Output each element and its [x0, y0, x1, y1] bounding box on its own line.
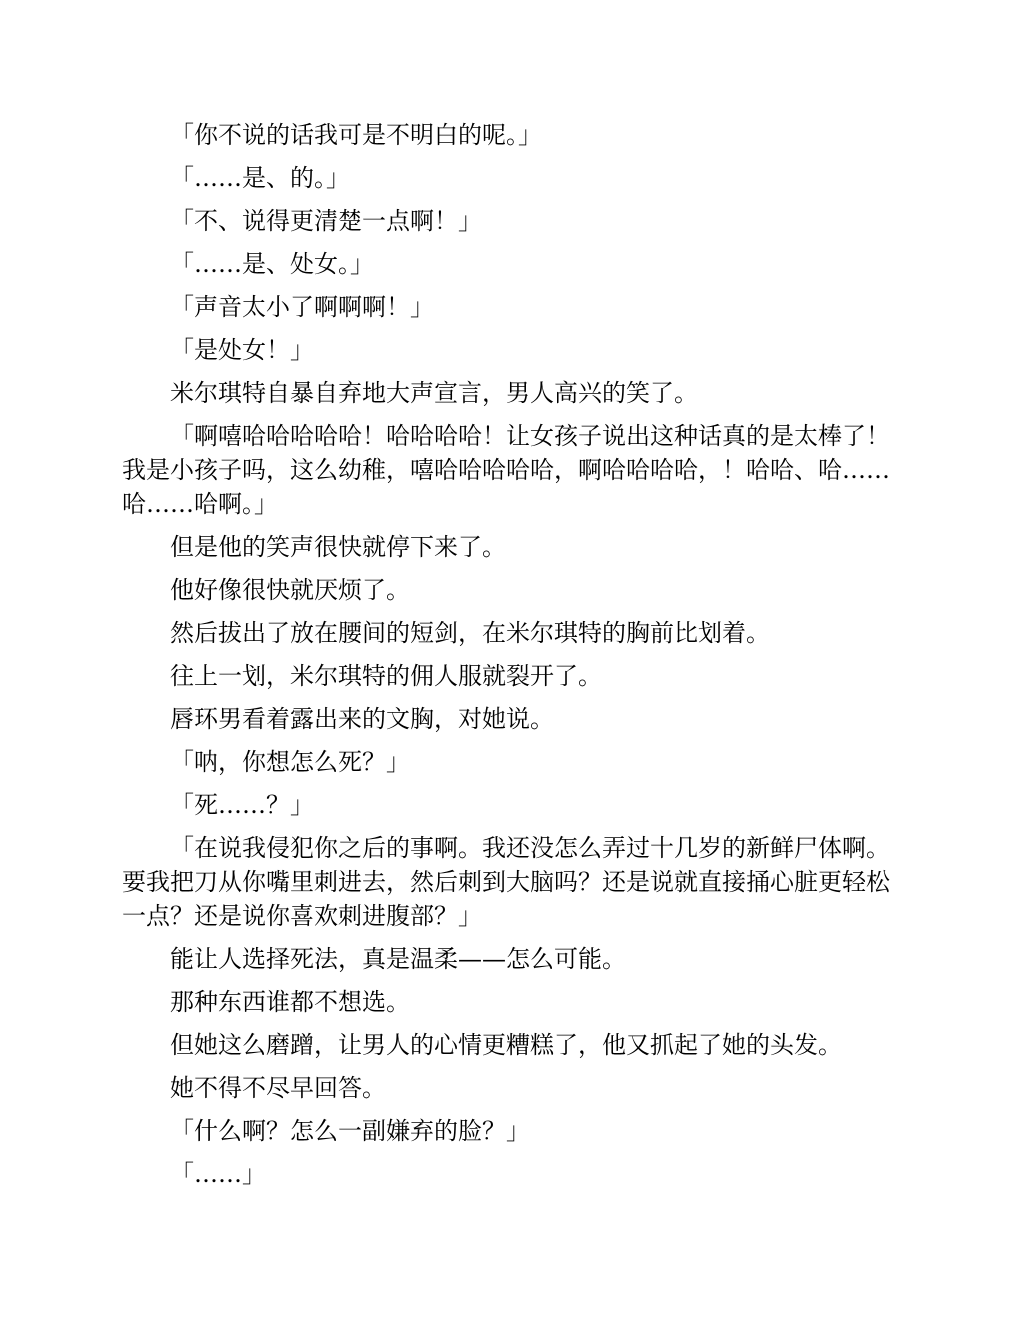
paragraph: 「不、说得更清楚一点啊！」: [170, 207, 482, 235]
document-page: [122, 118, 902, 1200]
paragraph: 往上一划，米尔琪特的佣人服就裂开了。: [170, 662, 602, 690]
paragraph: 「……是、处女。」: [170, 250, 374, 278]
paragraph: 然后拔出了放在腰间的短剑，在米尔琪特的胸前比划着。: [170, 619, 770, 647]
paragraph: 「你不说的话我可是不明白的呢。」: [170, 121, 542, 149]
paragraph: 「……」: [170, 1160, 266, 1188]
paragraph: 她不得不尽早回答。: [170, 1074, 386, 1102]
paragraph: 「啊嘻哈哈哈哈哈！哈哈哈哈！让女孩子说出这种话真的是太棒了！我是小孩子吗，这么幼稚，嘻哈哈哈哈哈，啊哈哈哈哈，！哈哈、哈……哈……哈啊。」: [122, 422, 890, 518]
paragraph: 「在说我侵犯你之后的事啊。我还没怎么弄过十几岁的新鲜尸体啊。要我把刀从你嘴里刺进去，然后刺到大脑吗？还是说就直接捅心脏更轻松一点？还是说你喜欢刺进腹部？」: [122, 834, 890, 930]
paragraph: 能让人选择死法，真是温柔——怎么可能。: [170, 945, 626, 973]
paragraph: 「声音太小了啊啊啊！」: [170, 293, 434, 321]
paragraph: 唇环男看着露出来的文胸，对她说。: [170, 705, 554, 733]
paragraph: 但她这么磨蹭，让男人的心情更糟糕了，他又抓起了她的头发。: [170, 1031, 842, 1059]
paragraph: 「呐，你想怎么死？」: [170, 748, 410, 776]
paragraph: 「是处女！」: [170, 336, 314, 364]
paragraph: 「……是、的。」: [170, 164, 350, 192]
paragraph: 「什么啊？怎么一副嫌弃的脸？」: [170, 1117, 530, 1145]
paragraph: 他好像很快就厌烦了。: [170, 576, 410, 604]
paragraph: 那种东西谁都不想选。: [170, 988, 410, 1016]
paragraph: 但是他的笑声很快就停下来了。: [170, 533, 506, 561]
paragraph: 「死……？」: [170, 791, 314, 819]
paragraph: 米尔琪特自暴自弃地大声宣言，男人高兴的笑了。: [170, 379, 698, 407]
